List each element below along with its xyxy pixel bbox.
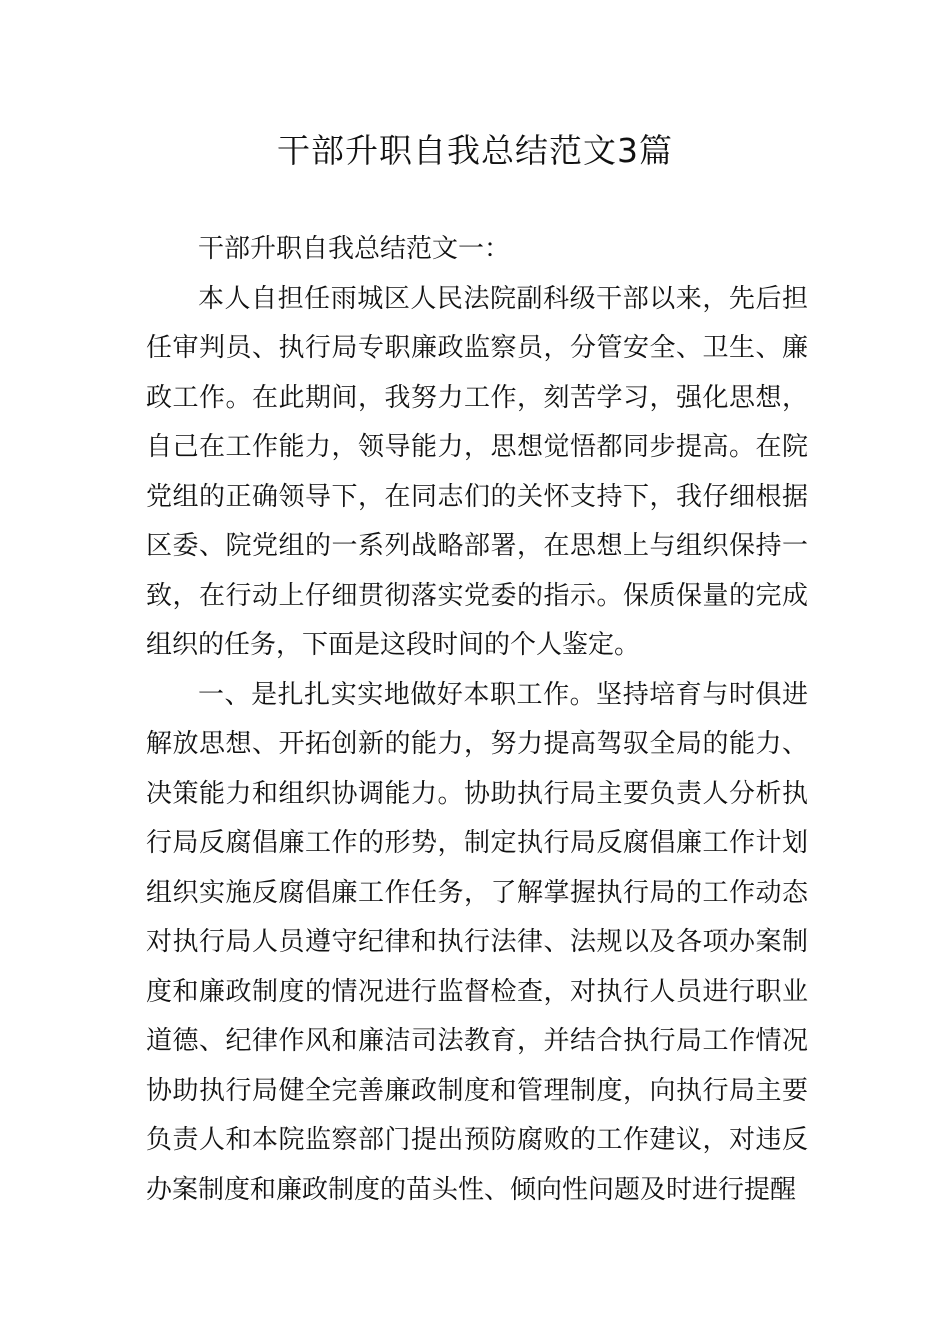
document-title: 干部升职自我总结范文3篇 (277, 131, 673, 170)
paragraph-point-one: 一、是扎扎实实地做好本职工作。坚持培育与时俱进解放思想、开拓创新的能力，努力提高驾驭全局的能力、决策能力和组织协调能力。协助执行局主要负责人分析执行局反腐倡廉工作的形势，制定执行局反腐倡廉工作计划组织实施反腐倡廉工作任务，了解掌握执行局的工作动态对执行局人员遵守纪律和执行法律、法规以及各项办案制度和廉政制度的情况进行监督检查，对执行人员进行职业道德、纪律作风和廉洁司法教育，并结合执行局工作情况协助执行局健全完善廉政制度和管理制度，向执行局主要负责人和本院监察部门提出预防腐败的工作建议，对违反办案制度和廉政制度的苗头性、倾向性问题及时进行提醒 (146, 679, 808, 1205)
paragraph-intro: 本人自担任雨城区人民法院副科级干部以来，先后担任审判员、执行局专职廉政监察员，分管安全、卫生、廉政工作。在此期间，我努力工作，刻苦学习，强化思想，自己在工作能力，领导能力，思想觉悟都同步提高。在院党组的正确领导下，在同志们的关怀支持下，我仔细根据区委、院党组的一系列战略部署，在思想上与组织保持一致，在行动上仔细贯彻落实党委的指示。保质保量的完成组织的任务，下面是这段时间的个人鉴定。 (146, 283, 808, 660)
section-heading: 干部升职自我总结范文一： (198, 234, 511, 264)
document-body (146, 225, 808, 1215)
